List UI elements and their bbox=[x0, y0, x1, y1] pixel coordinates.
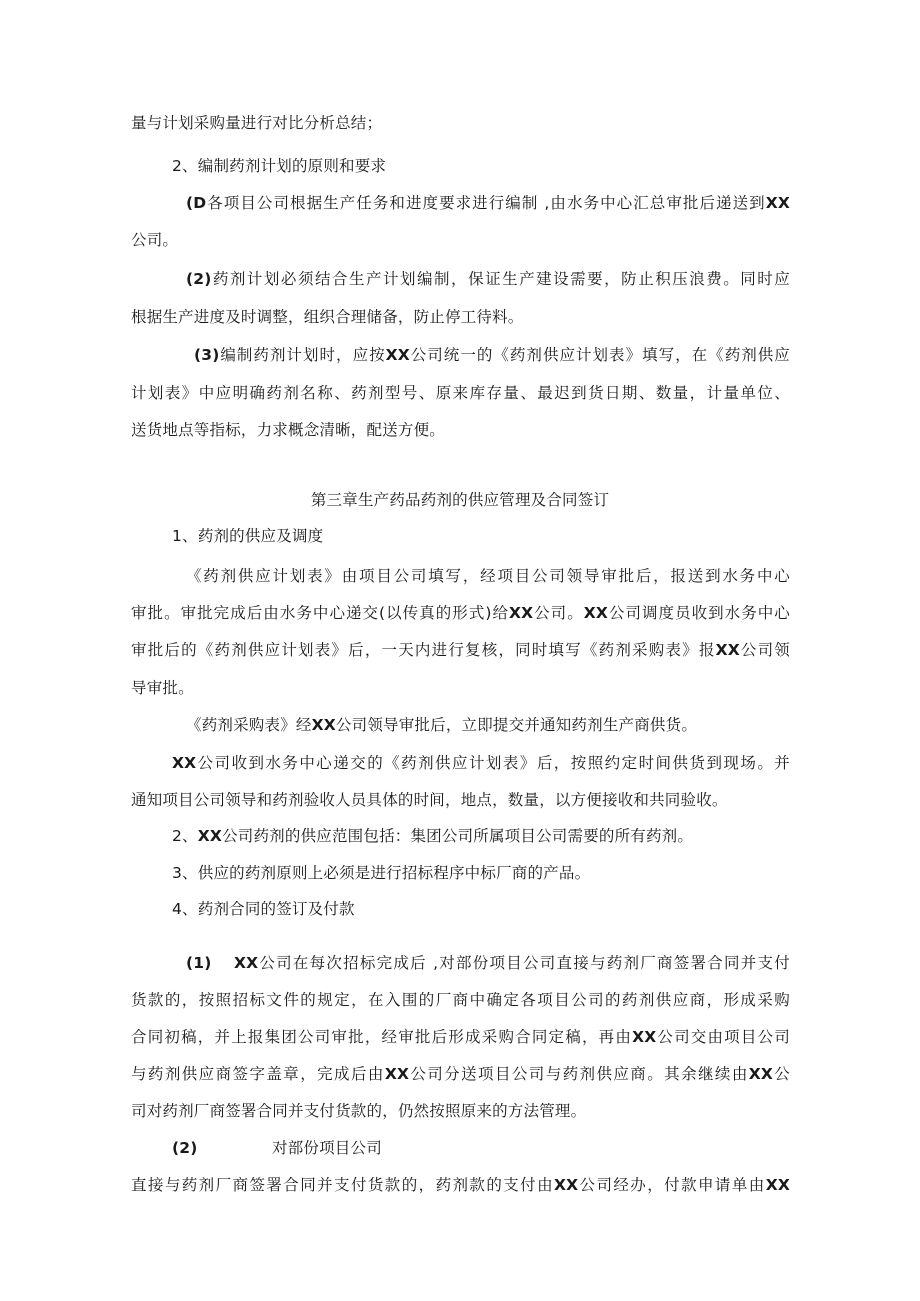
item-number: (2) bbox=[172, 1139, 198, 1157]
section-title bbox=[172, 155, 386, 177]
paragraph-line bbox=[272, 1137, 382, 1159]
text: 直接与药剂厂商签署合同并支付货款的，药剂款的支付由 bbox=[131, 1176, 555, 1194]
company-placeholder: XX bbox=[172, 754, 197, 772]
company-placeholder: XX bbox=[197, 827, 223, 845]
paragraph-line bbox=[131, 639, 790, 661]
section-title bbox=[172, 898, 355, 920]
paragraph-line bbox=[131, 602, 790, 624]
text: 司对药剂厂商签署合同并支付货款的，仍然按照原来的方法管理。 bbox=[131, 1102, 587, 1120]
paragraph-line bbox=[172, 862, 590, 884]
section-title bbox=[172, 525, 323, 547]
text: 公司药剂的供应范围包括：集团公司所属项目公司需要的所有药剂。 bbox=[222, 827, 694, 845]
text: 2、编制药剂计划的原则和要求 bbox=[172, 157, 387, 175]
paragraph-line bbox=[131, 419, 445, 441]
paragraph-line bbox=[131, 112, 382, 134]
text: 公司领导审批后，立即提交并通知药剂生产商供货。 bbox=[335, 716, 698, 734]
paragraph-line bbox=[172, 752, 790, 774]
text: 合同初稿，并上报集团公司审批，经审批后形成采购合同定稿，再由 bbox=[131, 1028, 633, 1046]
text: 公司。 bbox=[533, 604, 584, 622]
company-placeholder: XX bbox=[385, 346, 410, 364]
text: 4、药剂合同的签订及付款 bbox=[172, 900, 355, 918]
paragraph-line bbox=[186, 268, 790, 290]
paragraph-line bbox=[131, 1100, 586, 1122]
company-placeholder: XX bbox=[748, 1065, 774, 1083]
text: 根据生产进度及时调整，组织合理储备，防止停工待料。 bbox=[131, 308, 524, 326]
text: 编制药剂计划时，应按 bbox=[219, 346, 386, 364]
text: 第三章生产药品药剂的供应管理及合同签订 bbox=[310, 491, 610, 509]
company-placeholder: XX bbox=[311, 716, 336, 734]
text: 量与计划采购量进行对比分析总结； bbox=[131, 114, 383, 132]
paragraph-line bbox=[131, 989, 790, 1011]
text: 《药剂采购表》经 bbox=[186, 716, 312, 734]
text: 对部份项目公司 bbox=[272, 1139, 382, 1157]
text: 公司分送项目公司与药剂供应商。其余继续由 bbox=[409, 1065, 749, 1083]
text: 公 bbox=[773, 1065, 790, 1083]
paragraph-line bbox=[131, 1174, 790, 1196]
paragraph-line bbox=[194, 344, 790, 366]
paragraph-line bbox=[172, 825, 693, 847]
company-placeholder: XX bbox=[715, 641, 740, 659]
paragraph-line bbox=[234, 952, 790, 974]
company-placeholder: XX bbox=[583, 604, 609, 622]
paragraph-line bbox=[131, 1063, 790, 1085]
company-placeholder: XX bbox=[632, 1028, 657, 1046]
text: 货款的，按照招标文件的规定，在入围的厂商中确定各项目公司的药剂供应商，形成采购 bbox=[131, 991, 790, 1009]
paragraph-line bbox=[186, 565, 790, 587]
paragraph-line bbox=[131, 789, 728, 811]
company-placeholder: XX bbox=[509, 604, 534, 622]
text: 公司收到水务中心递交的《药剂供应计划表》后，按照约定时间供货到现场。并 bbox=[196, 754, 790, 772]
paragraph-line bbox=[131, 306, 524, 328]
text: 3、供应的药剂原则上必须是进行招标程序中标厂商的产品。 bbox=[172, 864, 591, 882]
item-number: (3) bbox=[194, 346, 220, 364]
company-placeholder: XX bbox=[384, 1065, 410, 1083]
text: 通知项目公司领导和药剂验收人员具体的时间，地点，数量，以方便接收和共同验收。 bbox=[131, 791, 728, 809]
text: 2、 bbox=[172, 827, 198, 845]
text: 各项目公司根据生产任务和进度要求进行编制 ,由水务中心汇总审批后递送到 bbox=[206, 194, 766, 212]
text: 公司统一的《药剂供应计划表》填写，在《药剂供应 bbox=[409, 346, 790, 364]
text: 与药剂供应商签字盖章，完成后由 bbox=[131, 1065, 385, 1083]
paragraph-line bbox=[131, 1026, 790, 1048]
text: 送货地点等指标，力求概念清晰，配送方便。 bbox=[131, 421, 446, 439]
paragraph-line bbox=[186, 714, 697, 736]
company-placeholder: XX bbox=[765, 1176, 790, 1194]
chapter-heading bbox=[0, 489, 920, 511]
item-number: (1) bbox=[186, 954, 212, 972]
text: 计划表》中应明确药剂名称、药剂型号、原来库存量、最迟到货日期、数量，计量单位、 bbox=[131, 384, 790, 402]
paragraph-line bbox=[131, 677, 194, 699]
paragraph-line bbox=[186, 952, 212, 974]
text: 审批后的《药剂供应计划表》后，一天内进行复核，同时填写《药剂采购表》报 bbox=[131, 641, 716, 659]
text: 公司交由项目公司 bbox=[656, 1028, 790, 1046]
item-number: (2) bbox=[186, 270, 212, 288]
text: 公司。 bbox=[131, 231, 179, 249]
text: 审批。审批完成后由水务中心递交(以传真的形式)给 bbox=[131, 604, 509, 622]
text: 药剂计划必须结合生产计划编制，保证生产建设需要，防止积压浪费。同时应 bbox=[211, 270, 790, 288]
text: 导审批。 bbox=[131, 679, 194, 697]
text: 公司经办，付款申请单由 bbox=[578, 1176, 766, 1194]
company-placeholder: XX bbox=[765, 194, 790, 212]
text: 公司领 bbox=[739, 641, 790, 659]
item-number: (D bbox=[186, 194, 207, 212]
company-placeholder: XX bbox=[554, 1176, 579, 1194]
text: 《药剂供应计划表》由项目公司填写，经项目公司领导审批后，报送到水务中心 bbox=[186, 567, 790, 585]
company-placeholder: XX bbox=[234, 954, 259, 972]
text: 1、药剂的供应及调度 bbox=[172, 527, 324, 545]
paragraph-line bbox=[186, 192, 790, 214]
text: 公司在每次招标完成后 ,对部份项目公司直接与药剂厂商签署合同并支付 bbox=[258, 954, 790, 972]
paragraph-line bbox=[131, 382, 790, 404]
paragraph-line bbox=[172, 1137, 198, 1159]
paragraph-line bbox=[131, 229, 178, 251]
text: 公司调度员收到水务中心 bbox=[608, 604, 790, 622]
